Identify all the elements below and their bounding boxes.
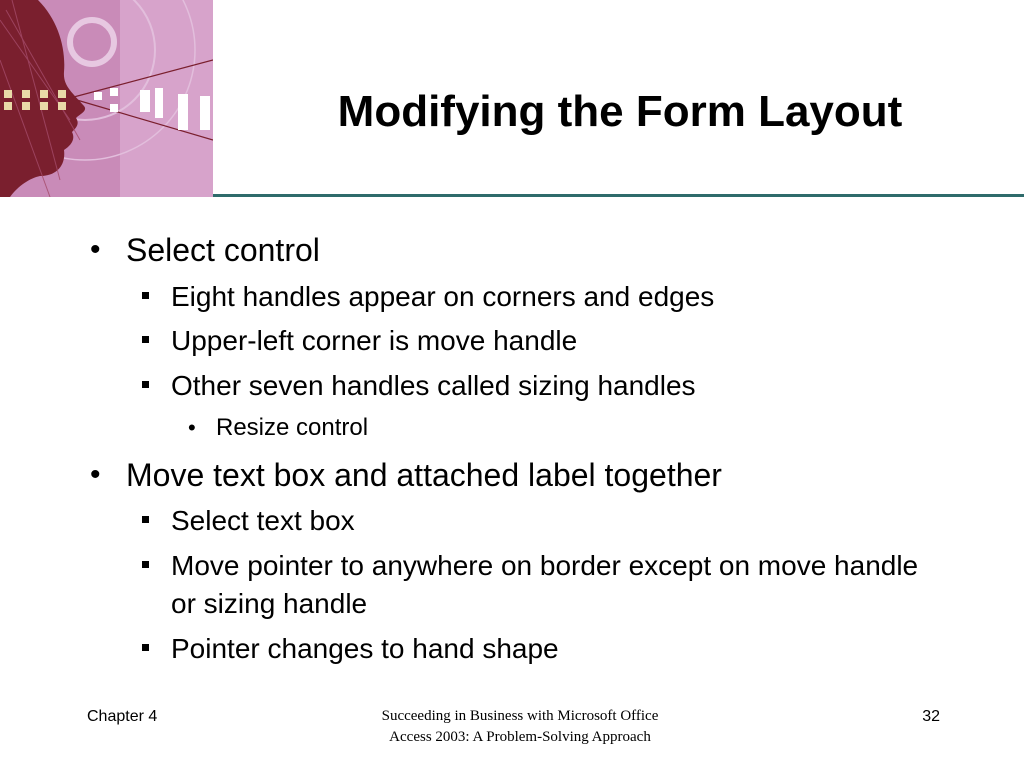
bullet-level1 <box>90 456 722 494</box>
header-decorative-image <box>0 0 213 197</box>
bullet-text: Move text box and attached label together <box>126 457 722 493</box>
footer-book-title-line1: Succeeding in Business with Microsoft Office <box>381 708 659 724</box>
square-bullet-icon <box>140 278 171 316</box>
bullet-level2 <box>140 322 577 360</box>
bullet-text: Move pointer to anywhere on border except on move handle or sizing handle <box>171 550 919 619</box>
bullet-dot-icon: • <box>90 458 101 491</box>
title-divider-line <box>213 194 1024 197</box>
bullet-text: Select control <box>126 232 320 268</box>
bullet-dot-icon: • <box>188 415 196 440</box>
bullet-text: Other seven handles called sizing handles <box>171 370 696 401</box>
square-bullet-icon <box>140 367 171 405</box>
square-bullet-icon <box>140 630 171 668</box>
square-bullet-icon <box>140 547 171 585</box>
bullet-level2 <box>140 630 559 668</box>
footer-book-title-line2: Access 2003: A Problem-Solving Approach <box>389 729 651 745</box>
square-bullet-icon <box>140 502 171 540</box>
bullet-text: Eight handles appear on corners and edges <box>171 281 715 312</box>
bullet-level2 <box>140 278 714 316</box>
square-bullet-icon <box>140 322 171 360</box>
bullet-text: Select text box <box>171 505 355 536</box>
bullet-level1 <box>90 231 320 269</box>
slide-title: Modifying the Form Layout <box>337 87 903 136</box>
footer-chapter: Chapter 4 <box>87 708 158 725</box>
footer-book-title <box>330 706 710 748</box>
bullet-dot-icon: • <box>90 233 101 266</box>
bullet-text: Resize control <box>216 414 369 441</box>
bullet-level3 <box>188 413 368 443</box>
page-number: 32 <box>922 708 940 725</box>
bullet-text: Pointer changes to hand shape <box>171 633 559 664</box>
bullet-text: Upper-left corner is move handle <box>171 325 578 356</box>
profile-silhouette-graphic <box>0 0 213 197</box>
bullet-level2 <box>140 547 920 623</box>
bullet-level2 <box>140 502 355 540</box>
bullet-level2 <box>140 367 696 405</box>
